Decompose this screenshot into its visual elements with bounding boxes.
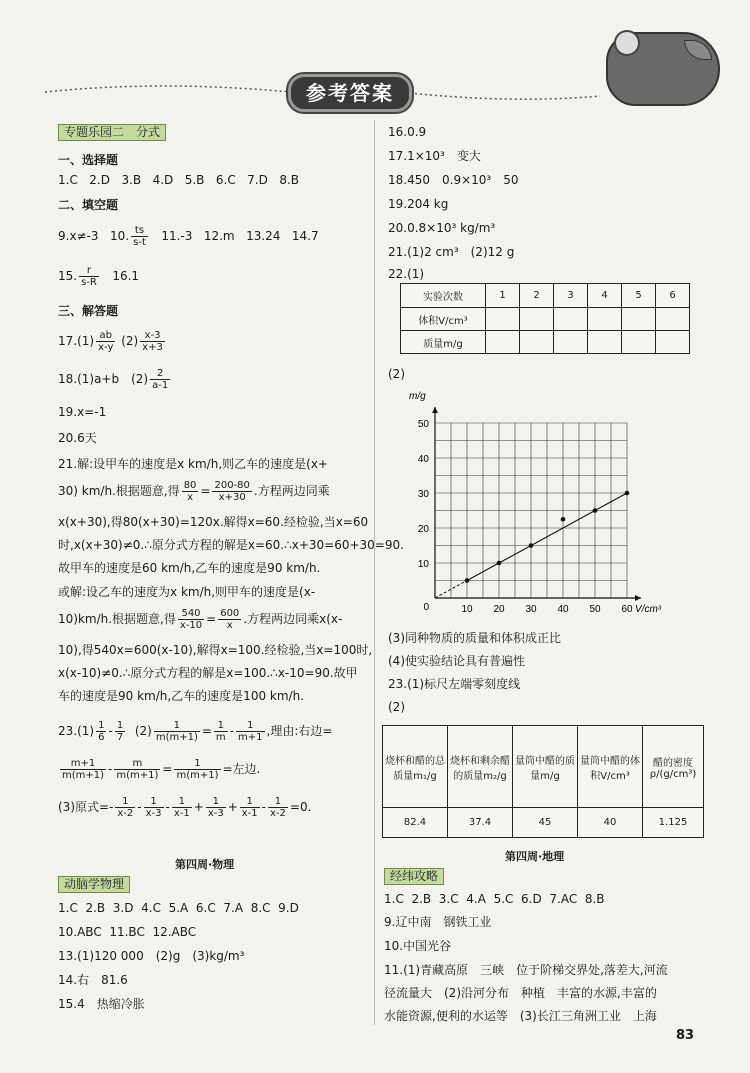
geo-q9: 9.辽中南 钢铁工业: [384, 915, 492, 929]
answer-2: 2.D: [89, 173, 110, 187]
q23-line1: 23.(1) $\frac{1}{6}$ - $\frac{1}{7}$ (2) $\frac{1}{m(m+1)}$ = $\frac{1}{m}$ - $\frac{1}{m+1}$ ,理由:右边=: [58, 720, 333, 743]
fill-16: 16.1: [112, 269, 140, 283]
answer-8: 8.B: [279, 173, 299, 187]
flower-icon: [614, 30, 640, 56]
q21-line1: 21.解:设甲车的速度是x km/h,则乙车的速度是(x+: [58, 457, 328, 471]
week-physics-title: 第四周·物理: [175, 858, 235, 871]
x-tick-label: 10: [461, 604, 473, 615]
experiment-table: [400, 283, 690, 354]
fill-9: 9.x≠-3: [58, 229, 99, 243]
q21-line6: 或解:设乙车的速度为x km/h,则甲车的速度是(x-: [58, 585, 316, 599]
x-tick-label: 30: [525, 604, 537, 615]
section-heading-geo: 经纬攻略: [384, 868, 444, 885]
x-axis-label: V/cm³: [635, 604, 662, 615]
data-point: [497, 561, 502, 566]
table-header: 2: [520, 284, 554, 308]
x-tick-label: 60: [621, 604, 633, 615]
fill-14: 14.7: [291, 229, 319, 243]
physics-q21: 21.(1)2 cm³ (2)12 g: [388, 245, 515, 259]
table-row-label: 体积V/cm³: [401, 308, 486, 331]
data-point: [529, 543, 534, 548]
data-point: [561, 517, 566, 522]
table-header: 6: [656, 284, 690, 308]
data-point: [625, 491, 630, 496]
fill-11: 11.-3: [161, 229, 193, 243]
vinegar-table: [382, 725, 704, 838]
table-header: 1: [486, 284, 520, 308]
physics-answers-1: 1.C 2.B 3.D 4.C 5.A 6.C 7.A 8.C 9.D: [58, 901, 299, 915]
x-axis-arrow: [635, 595, 641, 601]
physics-q23: 23.(1)标尺左端零刻度线: [388, 677, 521, 691]
column-divider: [374, 120, 375, 1025]
x-tick-label: 50: [589, 604, 601, 615]
q21-line7: 10)km/h.根据题意,得 $\frac{540}{x-10}$ = $\frac{600}{x}$ .方程两边同乘x(x-: [58, 608, 343, 631]
table-header: 5: [622, 284, 656, 308]
physics-q22-2: (2): [388, 367, 405, 381]
answer-6: 6.C: [215, 173, 236, 187]
section-heading-fractions: 专题乐园二 分式: [58, 124, 166, 141]
y-tick-label: 30: [417, 489, 429, 500]
physics-q22: 22.(1): [388, 267, 425, 281]
page-title: 参考答案: [306, 81, 394, 105]
table-row-label: 质量m/g: [401, 331, 486, 354]
q18: 18.(1)a+b (2) $\frac{2}{a-1}$: [58, 368, 169, 391]
fill-15: 15.: [58, 269, 78, 283]
table-cell: 37.4: [448, 808, 513, 838]
q23-line2: $\frac{m+1}{m(m+1)}$ - $\frac{m}{m(m+1)}$ = $\frac{1}{m(m+1)}$ =左边.: [62, 758, 261, 781]
y-tick-label: 10: [417, 559, 429, 570]
q19: 19.x=-1: [58, 405, 107, 419]
heading-fill: 二、填空题: [58, 198, 119, 212]
physics-q22-3: (3)同种物质的质量和体积成正比: [388, 631, 561, 645]
choice-answers: [58, 172, 299, 188]
q21-line8: 10),得540x=600(x-10),解得x=100.经检验,当x=100时,: [58, 643, 373, 657]
q21-line9: x(x-10)≠0.∴原分式方程的解是x=100.∴x-10=90.故甲: [58, 666, 358, 680]
physics-q15: 15.4 热缩冷胀: [58, 997, 145, 1011]
table-cell: 45: [513, 808, 578, 838]
heading-solve: 三、解答题: [58, 304, 119, 318]
geo-q10: 10.中国光谷: [384, 939, 452, 953]
q21-line4: 时,x(x+30)≠0.∴原分式方程的解是x=60.∴x+30=60+30=90.: [58, 538, 404, 552]
x-tick-label: 20: [493, 604, 505, 615]
geo-q11-line3: 水能资源,便利的水运等 (3)长江三角洲工业 上海: [384, 1009, 657, 1023]
physics-answers-2: 10.ABC 11.BC 12.ABC: [58, 925, 197, 939]
q17: 17.(1) $\frac{ab}{x-y}$ (2) $\frac{x-3}{x+3}$: [58, 330, 163, 353]
mass-volume-chart: [405, 380, 670, 620]
fill-13: 13.24: [246, 229, 281, 243]
physics-q17: 17.1×10³ 变大: [388, 149, 481, 163]
physics-q16: 16.0.9: [388, 125, 427, 139]
heading-choice: 一、选择题: [58, 153, 119, 167]
q21-line5: 故甲车的速度是60 km/h,乙车的速度是90 km/h.: [58, 561, 321, 575]
header-title-badge: [288, 74, 412, 112]
table-header: 醋的密度ρ/(g/cm³): [643, 726, 704, 808]
table-header: 量筒中醋的质量m/g: [513, 726, 578, 808]
y-axis-arrow: [432, 407, 438, 413]
data-point: [465, 578, 470, 583]
y-axis-label: m/g: [409, 391, 426, 402]
fill-answers-2: 15. $\frac{r}{s-R}$ 16.1: [58, 265, 140, 288]
table-cell: 40: [578, 808, 643, 838]
data-point: [593, 508, 598, 513]
fill-12: 12.m: [203, 229, 235, 243]
y-tick-label: 40: [417, 454, 429, 465]
y-tick-label: 20: [417, 524, 429, 535]
x-tick-label: 40: [557, 604, 569, 615]
section-heading-physics: 动脑学物理: [58, 876, 130, 893]
table-cell: 82.4: [383, 808, 448, 838]
table-header: 3: [554, 284, 588, 308]
table-header: 烧杯和醋的总质量m₁/g: [383, 726, 448, 808]
week-geo-title: 第四周·地理: [505, 850, 565, 863]
geo-q11-line1: 11.(1)青藏高原 三峡 位于阶梯交界处,落差大,河流: [384, 963, 668, 977]
table-header: 4: [588, 284, 622, 308]
answer-4: 4.D: [152, 173, 174, 187]
q21-line3: x(x+30),得80(x+30)=120x.解得x=60.经检验,当x=60: [58, 515, 369, 529]
y-tick-label: 50: [417, 419, 429, 430]
fill-10: 10.: [110, 229, 130, 243]
page-number: 83: [676, 1028, 695, 1043]
physics-q13: 13.(1)120 000 (2)g (3)kg/m³: [58, 949, 245, 963]
physics-q23-2: (2): [388, 700, 405, 714]
physics-q18: 18.450 0.9×10³ 50: [388, 173, 519, 187]
table-header: 烧杯和剩余醋的质量m₂/g: [448, 726, 513, 808]
answer-1: 1.C: [58, 173, 78, 187]
answer-5: 5.B: [184, 173, 205, 187]
table-cell: 1.125: [643, 808, 704, 838]
q20: 20.6天: [58, 431, 97, 445]
geo-answers-1: 1.C 2.B 3.C 4.A 5.C 6.D 7.AC 8.B: [384, 892, 605, 906]
geo-q11-line2: 径流量大 (2)沿河分布 种植 丰富的水源,丰富的: [384, 986, 657, 1000]
answer-3: 3.B: [121, 173, 142, 187]
physics-q20: 20.0.8×10³ kg/m³: [388, 221, 496, 235]
origin-label: 0: [423, 602, 429, 613]
answer-7: 7.D: [247, 173, 268, 187]
q21-line10: 车的速度是90 km/h,乙车的速度是100 km/h.: [58, 689, 305, 703]
fill-answers-1: 9.x≠-3 10. $\frac{ts}{s-t}$ 11.-3 12.m 13.24 14.7: [58, 225, 319, 248]
q21-line2: 30) km/h.根据题意,得 $\frac{80}{x}$ = $\frac{200-80}{x+30}$ .方程两边同乘: [58, 480, 330, 503]
table-header: 量筒中醋的体积V/cm³: [578, 726, 643, 808]
physics-q19: 19.204 kg: [388, 197, 449, 211]
table-header: 实验次数: [401, 284, 486, 308]
physics-q14: 14.右 81.6: [58, 973, 128, 987]
physics-q22-4: (4)使实验结论具有普遍性: [388, 654, 525, 668]
q23-line3: (3)原式=- $\frac{1}{x-2}$ - $\frac{1}{x-3}$ - $\frac{1}{x-1}$ + $\frac{1}{x-3}$ + $\frac{1}{x-1}$ - $\frac{1}{x-2}$ =0.: [58, 796, 312, 819]
header-banner: [40, 70, 730, 130]
